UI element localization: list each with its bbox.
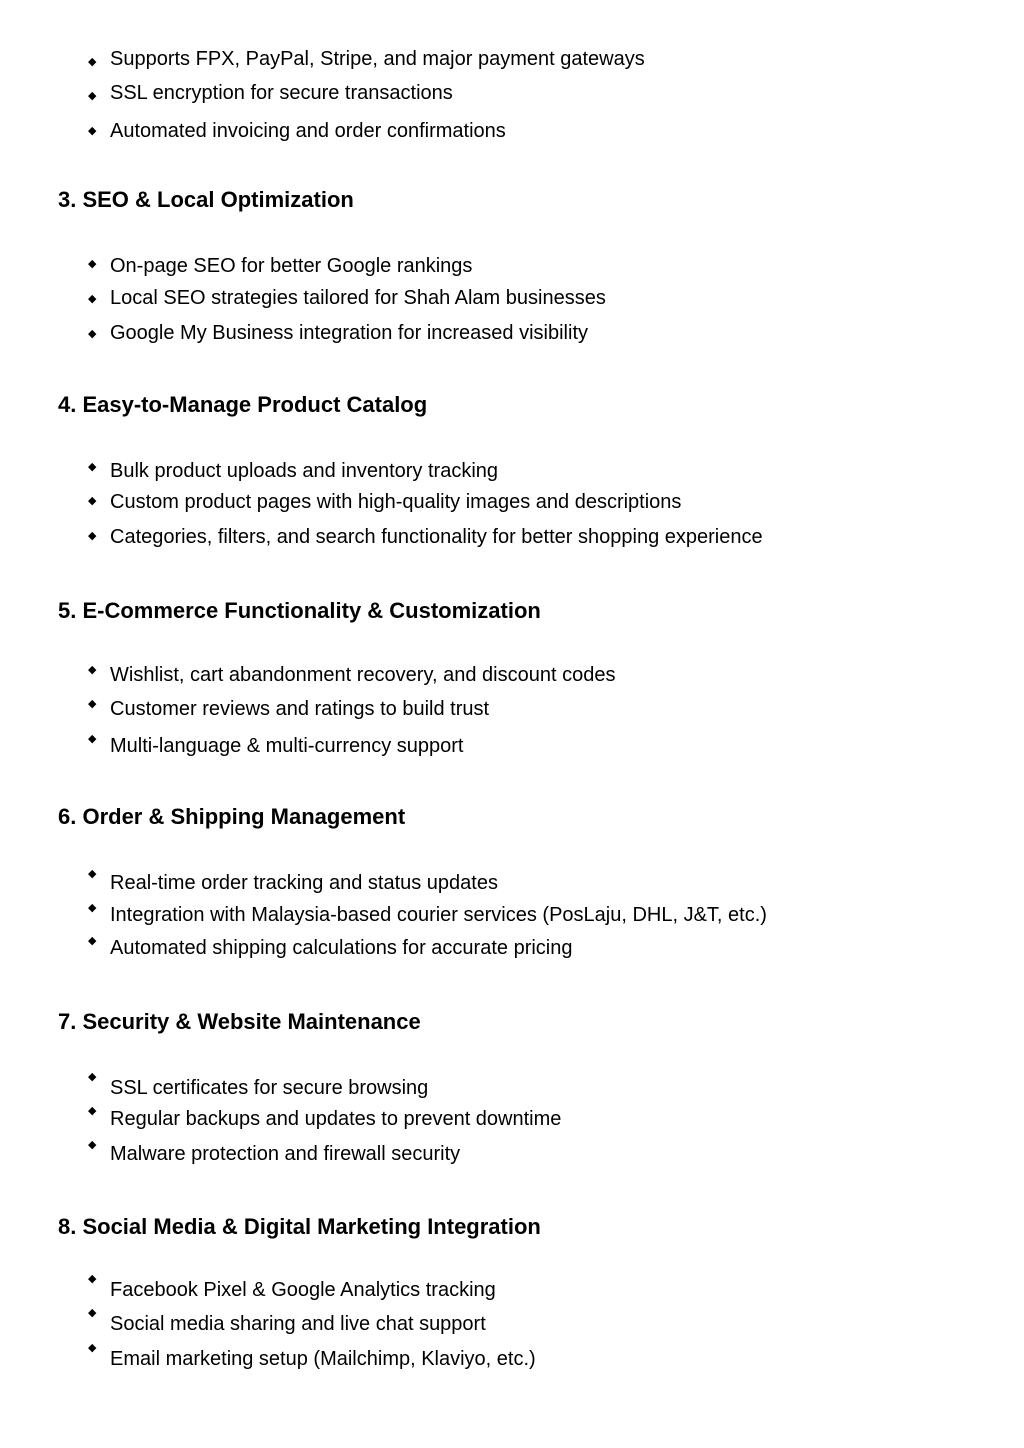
list-item: ◆ Regular backups and updates to prevent downtime (88, 1105, 562, 1130)
diamond-bullet-icon: ◆ (88, 935, 97, 947)
list-item: ◆ Social media sharing and live chat support (88, 1307, 486, 1335)
diamond-bullet-icon: ◆ (88, 1139, 97, 1151)
list-item: ◆ Integration with Malaysia-based courier services (PosLaju, DHL, J&T, etc.) (88, 902, 767, 926)
diamond-bullet-icon: ◆ (88, 530, 97, 542)
section-heading: 7. Security & Website Maintenance (58, 1009, 421, 1034)
list-item: ◆ SSL certificates for secure browsing (88, 1071, 429, 1099)
diamond-bullet-icon: ◆ (88, 90, 97, 102)
diamond-bullet-icon: ◆ (88, 1273, 97, 1285)
diamond-bullet-icon: ◆ (88, 328, 97, 340)
list-item: ◆ Categories, filters, and search functionality for better shopping experience (88, 526, 763, 548)
section-heading: 5. E-Commerce Functionality & Customization (58, 598, 541, 623)
diamond-bullet-icon: ◆ (88, 902, 97, 914)
diamond-bullet-icon: ◆ (88, 293, 97, 305)
diamond-bullet-icon: ◆ (88, 1307, 97, 1319)
section-heading: 6. Order & Shipping Management (58, 804, 406, 829)
list-item: ◆ Email marketing setup (Mailchimp, Klaviyo, etc.) (88, 1342, 536, 1370)
diamond-bullet-icon: ◆ (88, 698, 97, 710)
list-item: ◆ Wishlist, cart abandonment recovery, and discount codes (88, 664, 616, 686)
diamond-bullet-icon: ◆ (88, 125, 97, 137)
list-item: ◆ Customer reviews and ratings to build trust (88, 698, 490, 720)
section-heading: 3. SEO & Local Optimization (58, 187, 354, 212)
diamond-bullet-icon: ◆ (88, 1071, 97, 1083)
list-item: ◆ Multi-language & multi-currency support (88, 733, 464, 757)
list-item: ◆ On-page SEO for better Google rankings (88, 255, 473, 277)
list-item: ◆ Facebook Pixel & Google Analytics tracking (88, 1273, 496, 1301)
list-item: ◆ Google My Business integration for increased visibility (88, 322, 588, 344)
diamond-bullet-icon: ◆ (88, 461, 97, 473)
section-heading: 8. Social Media & Digital Marketing Integration (58, 1214, 541, 1239)
diamond-bullet-icon: ◆ (88, 1342, 97, 1354)
list-item: ◆ Automated invoicing and order confirmations (88, 120, 506, 142)
list-item: ◆ Supports FPX, PayPal, Stripe, and major payment gateways (88, 48, 645, 70)
section-heading: 4. Easy-to-Manage Product Catalog (58, 392, 428, 417)
list-item: ◆ Malware protection and firewall security (88, 1139, 461, 1165)
list-item: ◆ Real-time order tracking and status updates (88, 868, 498, 894)
diamond-bullet-icon: ◆ (88, 733, 97, 745)
diamond-bullet-icon: ◆ (88, 664, 97, 676)
list-item: ◆ Automated shipping calculations for accurate pricing (88, 935, 573, 959)
diamond-bullet-icon: ◆ (88, 495, 97, 507)
list-item: ◆ Custom product pages with high-quality images and descriptions (88, 491, 682, 513)
list-item: ◆ Local SEO strategies tailored for Shah Alam businesses (88, 287, 606, 309)
list-item: ◆ Bulk product uploads and inventory tracking (88, 460, 499, 482)
diamond-bullet-icon: ◆ (88, 1105, 97, 1117)
diamond-bullet-icon: ◆ (88, 56, 97, 68)
diamond-bullet-icon: ◆ (88, 258, 97, 270)
diamond-bullet-icon: ◆ (88, 868, 97, 880)
list-item: ◆ SSL encryption for secure transactions (88, 82, 453, 104)
